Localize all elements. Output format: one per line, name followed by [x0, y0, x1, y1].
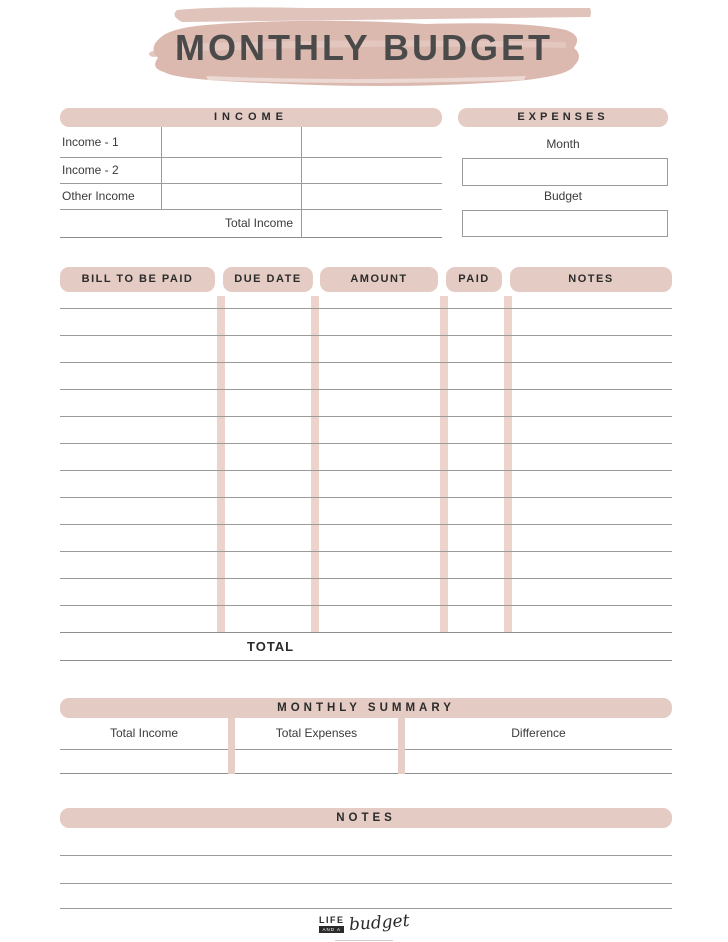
income-row-2-extra-cell[interactable]: [302, 159, 442, 182]
income-row-1-label: Income - 1: [62, 135, 119, 149]
expenses-section-header: EXPENSES: [458, 108, 668, 127]
income-column-divider-2: [301, 127, 302, 238]
bill-row[interactable]: [60, 551, 672, 578]
bills-total-line: [60, 660, 672, 661]
bill-row[interactable]: [60, 389, 672, 416]
income-row-3-amount-cell[interactable]: [162, 185, 301, 208]
summary-total-expenses-label: Total Expenses: [275, 726, 358, 740]
column-header-amount: AMOUNT: [320, 267, 438, 292]
bill-table-body: [60, 308, 672, 633]
income-row-3: [60, 184, 442, 210]
bill-row[interactable]: [60, 470, 672, 497]
income-total-row: [60, 210, 442, 238]
income-row-3-extra-cell[interactable]: [302, 185, 442, 208]
summary-col-total-expenses: [235, 718, 398, 774]
notes-line[interactable]: [60, 883, 672, 884]
monthly-summary-header: MONTHLY SUMMARY: [60, 698, 672, 718]
brand-logo: [0, 910, 728, 936]
summary-difference-label: Difference: [511, 726, 566, 740]
summary-divider-2: [398, 718, 405, 774]
summary-difference-cell[interactable]: [405, 750, 672, 773]
income-row-1-amount-cell[interactable]: [162, 128, 301, 156]
income-table: [60, 127, 442, 238]
summary-divider-1: [228, 718, 235, 774]
bill-row[interactable]: [60, 578, 672, 605]
page-title: MONTHLY BUDGET: [174, 27, 554, 68]
income-row-2-amount-cell[interactable]: [162, 159, 301, 182]
column-header-bill-to-be-paid: BILL TO BE PAID: [60, 267, 215, 292]
income-row-2-label: Income - 2: [62, 163, 119, 177]
column-header-due-date: DUE DATE: [223, 267, 313, 292]
bill-row[interactable]: [60, 416, 672, 443]
income-total-label: Total Income: [224, 216, 293, 230]
monthly-summary-table: [60, 718, 672, 774]
bill-row[interactable]: [60, 605, 672, 632]
budget-input-box[interactable]: [462, 210, 668, 237]
summary-col-difference: [405, 718, 672, 774]
column-header-notes: NOTES: [510, 267, 672, 292]
brand-logo-and-a-text: AND A: [319, 926, 344, 933]
bill-row[interactable]: [60, 308, 672, 335]
bills-total-label: TOTAL: [247, 639, 295, 654]
income-section-header: INCOME: [60, 108, 442, 127]
notes-line[interactable]: [60, 908, 672, 909]
notes-section-header: NOTES: [60, 808, 672, 828]
brand-logo-life-text: LIFE: [319, 915, 345, 925]
summary-total-expenses-cell[interactable]: [235, 750, 398, 773]
notes-line[interactable]: [60, 855, 672, 856]
column-header-paid: PAID: [446, 267, 502, 292]
month-input-box[interactable]: [462, 158, 668, 186]
brand-logo-tagline: [335, 940, 393, 941]
brand-logo-budget-script: budget: [347, 910, 410, 936]
summary-col-total-income: [60, 718, 228, 774]
bill-row[interactable]: [60, 443, 672, 470]
bill-row[interactable]: [60, 335, 672, 362]
income-row-1-extra-cell[interactable]: [302, 128, 442, 156]
summary-total-income-cell[interactable]: [60, 750, 228, 773]
income-column-divider-1: [161, 127, 162, 210]
bill-row[interactable]: [60, 362, 672, 389]
bill-row[interactable]: [60, 497, 672, 524]
month-label: Month: [546, 137, 580, 151]
brand-logo-wordmark: [319, 913, 345, 933]
income-row-3-label: Other Income: [62, 189, 135, 203]
income-total-cell[interactable]: [302, 211, 442, 236]
income-row-2: [60, 158, 442, 184]
budget-label: Budget: [543, 189, 583, 203]
summary-total-income-label: Total Income: [109, 726, 179, 740]
bill-row[interactable]: [60, 524, 672, 551]
income-row-1: [60, 127, 442, 158]
